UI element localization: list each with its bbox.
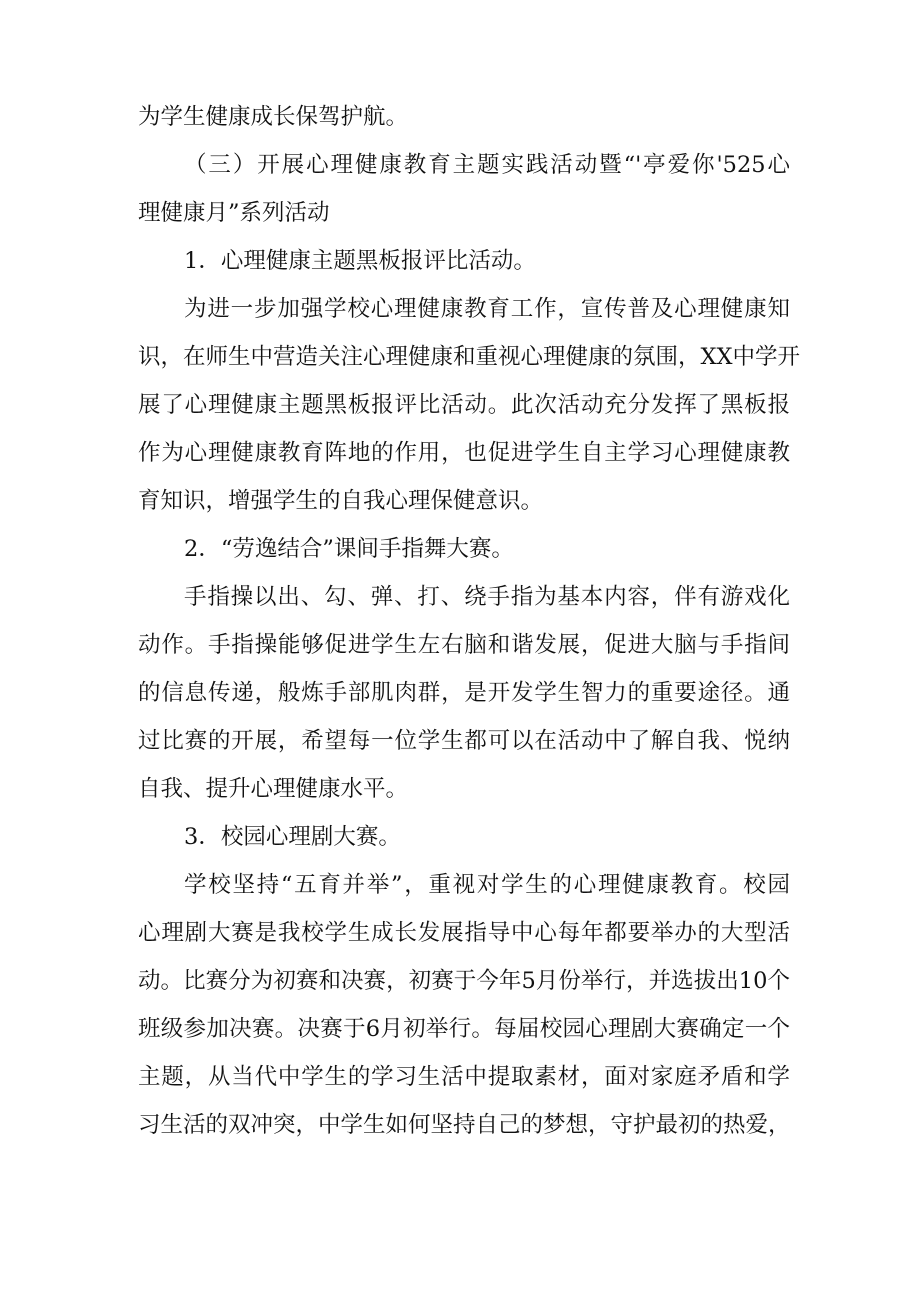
paragraph-blackboard-line-4: 作为心理健康教育阵地的作用，也促进学生自主学习心理健康教 (138, 440, 790, 466)
subheading-finger-dance: 2．“劳逸结合”课间手指舞大赛。 (184, 536, 514, 562)
subheading-psych-drama: 3．校园心理剧大赛。 (184, 824, 401, 850)
section-heading-line-2: 理健康月”系列活动 (138, 200, 330, 226)
document-body (138, 93, 801, 1149)
subheading-blackboard: 1．心理健康主题黑板报评比活动。 (184, 248, 536, 274)
paragraph-line-1: 为学生健康成长保驾护航。 (138, 104, 409, 130)
paragraph-finger-dance-line-5: 自我、提升心理健康水平。 (138, 776, 409, 802)
paragraph-blackboard-line-5: 育知识，增强学生的自我心理保健意识。 (138, 488, 544, 514)
paragraph-blackboard-line-3: 展了心理健康主题黑板报评比活动。此次活动充分发挥了黑板报 (138, 392, 790, 418)
paragraph-psych-drama-line-3: 动。比赛分为初赛和决赛，初赛于今年5月份举行，并选拔出10个 (138, 968, 790, 994)
section-heading-line-1: （三）开展心理健康教育主题实践活动暨“'亭爱你'525心 (184, 152, 790, 178)
paragraph-blackboard-line-1: 为进一步加强学校心理健康教育工作，宣传普及心理健康知 (184, 296, 790, 322)
paragraph-finger-dance-line-1: 手指操以出、勾、弹、打、绕手指为基本内容，伴有游戏化 (184, 584, 790, 610)
paragraph-finger-dance-line-2: 动作。手指操能够促进学生左右脑和谐发展，促进大脑与手指间 (138, 632, 790, 658)
paragraph-psych-drama-line-6: 习生活的双冲突，中学生如何坚持自己的梦想，守护最初的热爱， (138, 1112, 791, 1138)
paragraph-psych-drama-line-1: 学校坚持“五育并举”，重视对学生的心理健康教育。校园 (184, 872, 790, 898)
paragraph-finger-dance-line-4: 过比赛的开展，希望每一位学生都可以在活动中了解自我、悦纳 (138, 728, 790, 754)
paragraph-blackboard-line-2: 识，在师生中营造关注心理健康和重视心理健康的氛围，XX中学开 (138, 344, 801, 370)
paragraph-psych-drama-line-4: 班级参加决赛。决赛于6月初举行。每届校园心理剧大赛确定一个 (138, 1016, 790, 1042)
paragraph-psych-drama-line-2: 心理剧大赛是我校学生成长发展指导中心每年都要举办的大型活 (138, 920, 790, 946)
paragraph-psych-drama-line-5: 主题，从当代中学生的学习生活中提取素材，面对家庭矛盾和学 (138, 1064, 790, 1090)
paragraph-finger-dance-line-3: 的信息传递，般炼手部肌肉群，是开发学生智力的重要途径。通 (138, 680, 790, 706)
